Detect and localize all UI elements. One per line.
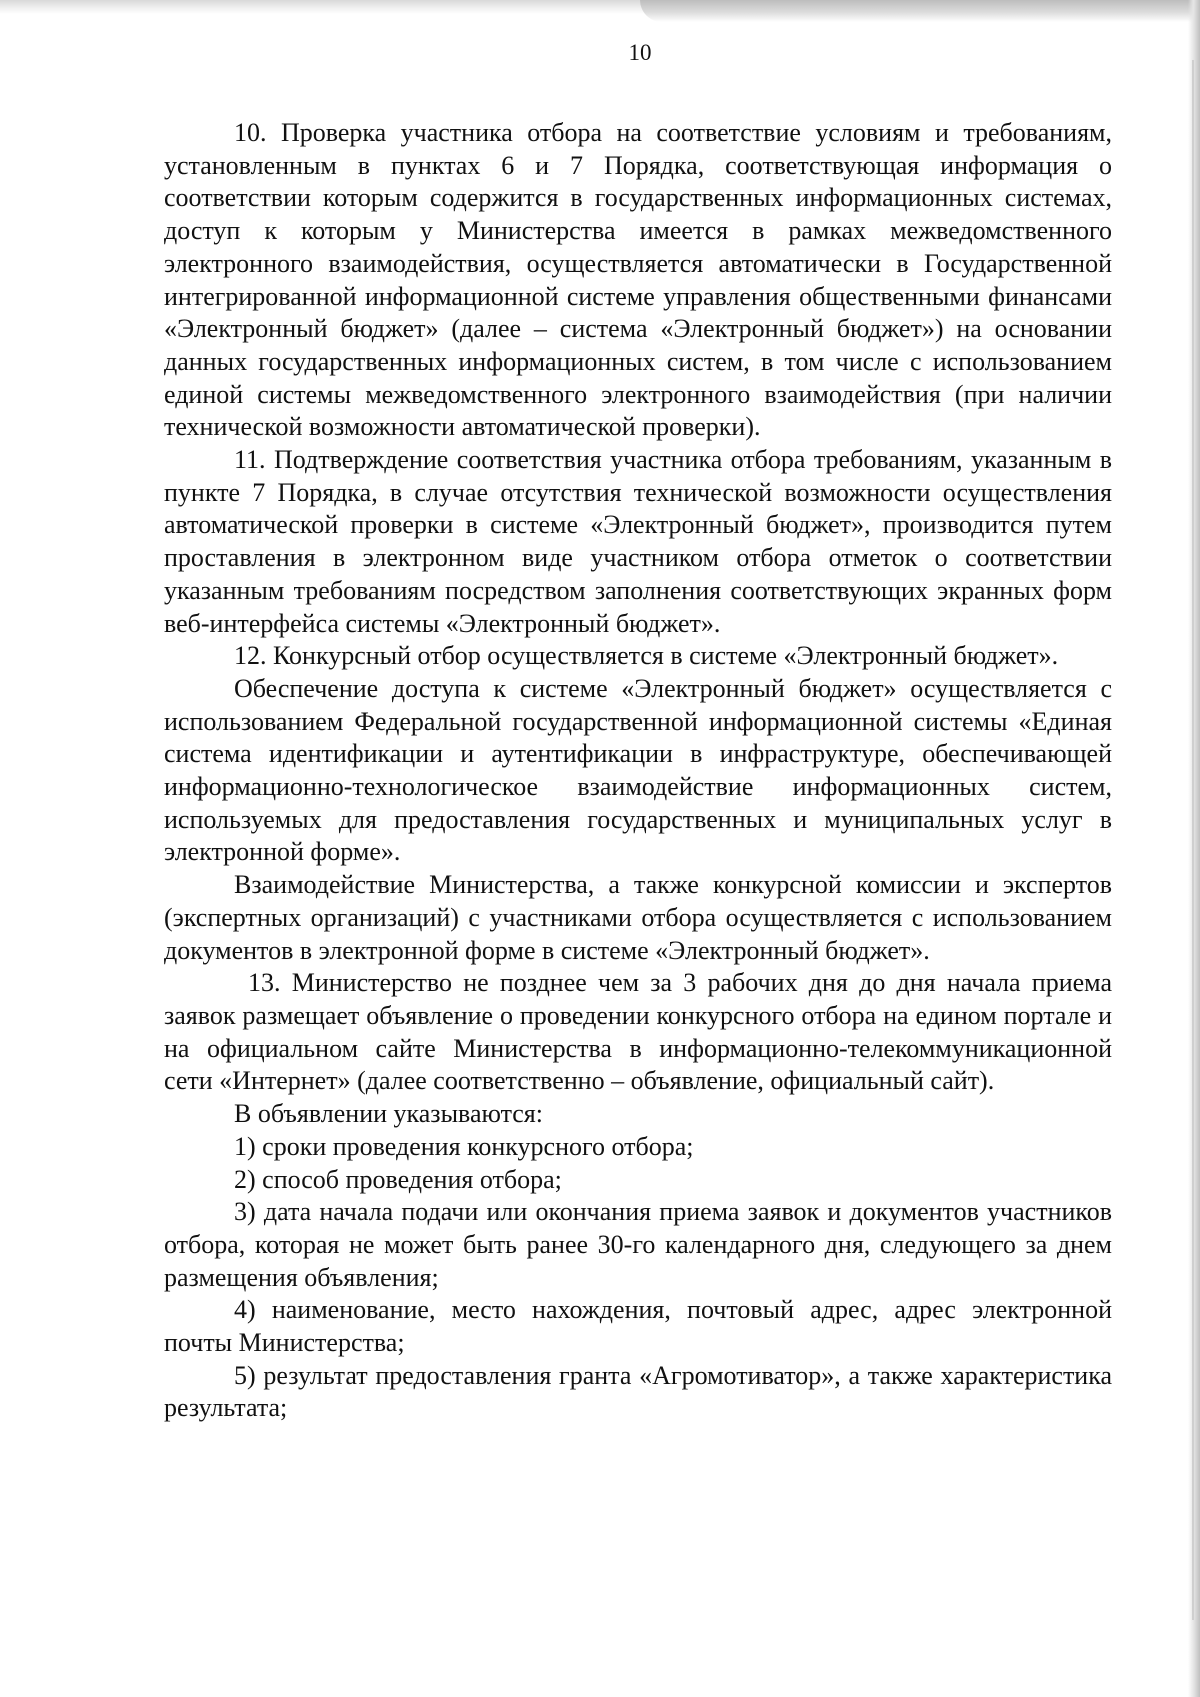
paragraph-12-access: Обеспечение доступа к системе «Электронный бюджет» осуществляется с использованием Федеральной государственной информационной системы «Единая система идентификации и аутентификации в инфраструктуре, обеспечивающей информационно-технологическое взаимодействие информационных систем, используемых для предоставления государственных и муниципальных услуг в электронной форме».: [164, 673, 1112, 867]
paragraph-13: 13. Министерство не позднее чем за 3 рабочих дня до дня начала приема заявок размещает объявление о проведении конкурсного отбора на едином портале и на официальном сайте Министерства в информационно-телекоммуникационной сети «Интернет» (далее соответственно – объявление, официальный сайт).: [164, 968, 1112, 1096]
scan-edge-right: [1188, 0, 1200, 1697]
list-item-3: 3) дата начала подачи или окончания приема заявок и документов участников отбора, которая не может быть ранее 30-го календарного дня, следующего за днем размещения объявления;: [164, 1197, 1112, 1292]
document-body: [164, 117, 1112, 1425]
scan-edge-right-line: [1192, 60, 1194, 1620]
paragraph-11: 11. Подтверждение соответствия участника отбора требованиям, указанным в пункте 7 Порядка, в случае отсутствия технической возможности осуществления автоматической проверки в системе «Электронный бюджет», производится путем проставления в электронном виде участником отбора отметок о соответствии указанным требованиям посредством заполнения соответствующих экранных форм веб-интерфейса системы «Электронный бюджет».: [164, 445, 1112, 638]
list-item-4: 4) наименование, место нахождения, почтовый адрес, адрес электронной почты Министерства;: [164, 1295, 1112, 1358]
list-item-5: 5) результат предоставления гранта «Агромотиватор», а также характеристика результата;: [164, 1360, 1112, 1423]
scan-edge-top-right: [640, 0, 1200, 22]
list-item-1: 1) сроки проведения конкурсного отбора;: [234, 1131, 694, 1161]
paragraph-13-intro: В объявлении указываются:: [234, 1099, 543, 1129]
paragraph-12-interaction: Взаимодействие Министерства, а также конкурсной комиссии и экспертов (экспертных организаций) с участниками отбора осуществляется с использованием документов в электронной форме в системе «Электронный бюджет».: [164, 870, 1112, 965]
page-number: 10: [628, 40, 652, 65]
list-item-2: 2) способ проведения отбора;: [234, 1164, 562, 1194]
paragraph-12: 12. Конкурсный отбор осуществляется в системе «Электронный бюджет».: [234, 641, 1059, 671]
paragraph-10: 10. Проверка участника отбора на соответствие условиям и требованиям, установленным в пунктах 6 и 7 Порядка, соответствующая информация о соответствии которым содержится в государственных информационных системах, доступ к которым у Министерства имеется в рамках межведомственного электронного взаимодействия, осуществляется автоматически в Государственной интегрированной информационной системе управления общественными финансами «Электронный бюджет» (далее – система «Электронный бюджет») на основании данных государственных информационных систем, в том числе с использованием единой системы межведомственного электронного взаимодействия (при наличии технической возможности автоматической проверки).: [164, 118, 1112, 442]
